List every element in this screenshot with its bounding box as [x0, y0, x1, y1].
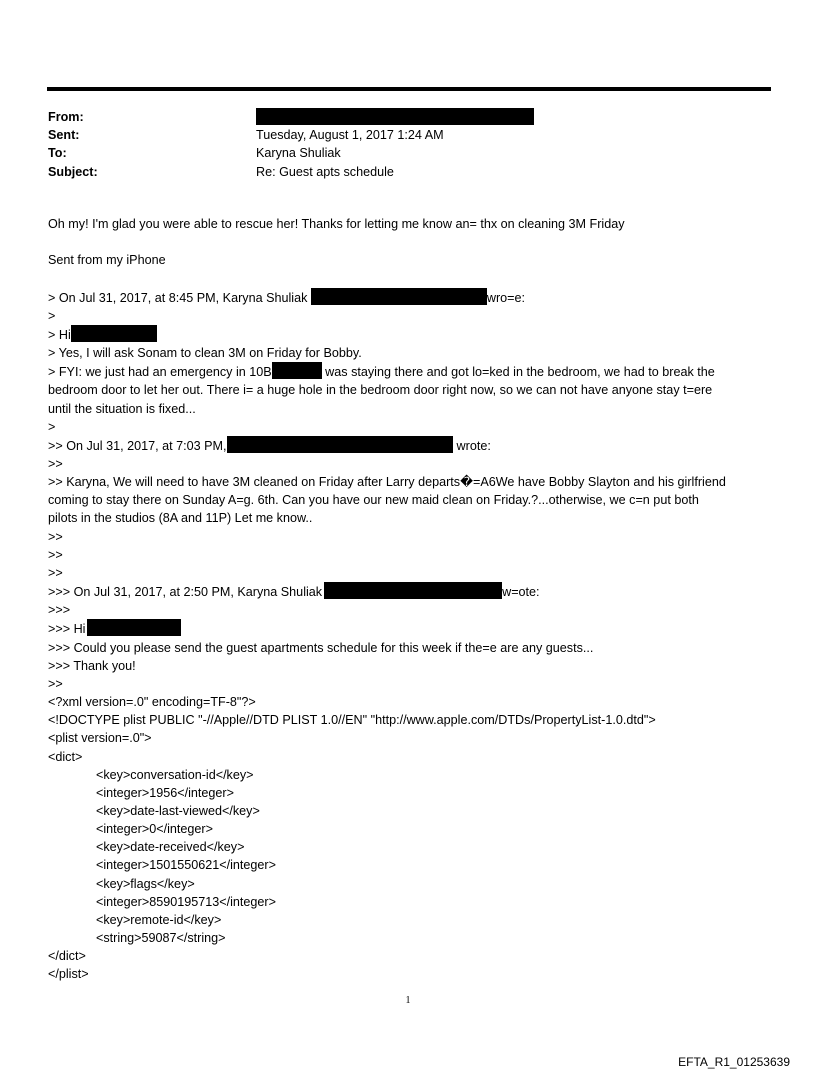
xml-line: </plist> [48, 967, 89, 982]
xml-line: <integer>0</integer> [96, 822, 213, 837]
body-line: >>> Could you please send the guest apartments schedule for this week if the=e are any guests... [48, 640, 594, 655]
quote-text: > Hi [48, 327, 71, 342]
body-line: >> Karyna, We will need to have 3M cleaned on Friday after Larry departs�=A6We have Bobby Slayton and his girlfriend [48, 475, 726, 490]
body-line: >>> Thank you! [48, 658, 136, 673]
body-line: >> [48, 529, 63, 544]
page-number: 1 [405, 995, 411, 1006]
body-line: > [48, 308, 56, 323]
xml-line: <key>date-received</key> [96, 840, 245, 855]
body-line: Oh my! I'm glad you were able to rescue her! Thanks for letting me know an= thx on cleaning 3M Friday [48, 217, 625, 231]
quote-text: >> On Jul 31, 2017, at 7:03 PM, [48, 438, 227, 453]
redaction-box [256, 108, 534, 125]
xml-line: <integer>1956</integer> [96, 785, 234, 800]
quote-text: > FYI: we just had an emergency in 10B [48, 365, 272, 380]
document-id: EFTA_R1_01253639 [678, 1055, 790, 1069]
sent-label: Sent: [48, 128, 80, 143]
quote-text: > On Jul 31, 2017, at 8:45 PM, Karyna Shuliak [48, 290, 311, 305]
body-line: >> [48, 676, 63, 691]
quote-text: >>> Hi [48, 622, 86, 637]
xml-line: <string>59087</string> [96, 931, 226, 946]
quote-text: wrote: [456, 438, 491, 453]
subject-value: Re: Guest apts schedule [256, 164, 394, 179]
body-line: > [48, 419, 56, 434]
from-label: From: [48, 110, 84, 124]
xml-line: <integer>1501550621</integer> [96, 858, 276, 873]
body-line: >> [48, 547, 63, 562]
body-line: pilots in the studios (8A and 11P) Let me know.. [48, 511, 313, 526]
xml-line: <plist version=.0"> [48, 731, 152, 746]
body-line [48, 288, 788, 307]
body-line [48, 362, 788, 381]
xml-line: <key>date-last-viewed</key> [96, 803, 260, 818]
redaction-box [71, 325, 157, 342]
body-line: >> [48, 565, 63, 580]
body-line: until the situation is fixed... [48, 401, 196, 416]
body-line: Sent from my iPhone [48, 253, 166, 268]
body-line [48, 582, 788, 601]
subject-label: Subject: [48, 164, 98, 179]
xml-line: <?xml version=.0" encoding=TF-8"?> [48, 695, 256, 710]
redaction-box [272, 362, 322, 379]
redaction-box [227, 436, 453, 453]
xml-line: </dict> [48, 949, 86, 964]
xml-line: <dict> [48, 749, 83, 764]
xml-line: <!DOCTYPE plist PUBLIC "-//Apple//DTD PLIST 1.0//EN" "http://www.apple.com/DTDs/PropertyList-1.0.dtd"> [48, 713, 656, 728]
to-value: Karyna Shuliak [256, 146, 341, 161]
body-line: >>> [48, 603, 71, 618]
quote-text: >>> On Jul 31, 2017, at 2:50 PM, Karyna Shuliak [48, 585, 323, 600]
redaction-box [311, 288, 487, 305]
redaction-box [87, 619, 181, 636]
xml-line: <integer>8590195713</integer> [96, 894, 276, 909]
quote-text: was staying there and got lo=ked in the bedroom, we had to break the [321, 365, 715, 380]
xml-line: <key>conversation-id</key> [96, 767, 254, 782]
from-value [256, 108, 534, 127]
body-line [48, 619, 788, 638]
body-line: bedroom door to let her out. There i= a huge hole in the bedroom door right now, so we can not have anyone stay t=ere [48, 383, 713, 398]
quote-text: w=ote: [502, 585, 540, 600]
body-line: coming to stay there on Sunday A=g. 6th. Can you have our new maid clean on Friday.?...otherwise, we c=n put both [48, 493, 699, 508]
to-label: To: [48, 146, 67, 161]
body-line: > Yes, I will ask Sonam to clean 3M on Friday for Bobby. [48, 346, 362, 361]
quote-text: wro=e: [486, 290, 526, 305]
sent-value: Tuesday, August 1, 2017 1:24 AM [256, 128, 444, 143]
email-body [48, 215, 788, 984]
xml-line: <key>flags</key> [96, 876, 195, 891]
body-line [48, 325, 788, 344]
redaction-box [324, 582, 502, 599]
xml-line: <key>remote-id</key> [96, 912, 222, 927]
body-line: >> [48, 457, 63, 471]
body-line [48, 436, 788, 455]
header-rule [47, 87, 771, 91]
